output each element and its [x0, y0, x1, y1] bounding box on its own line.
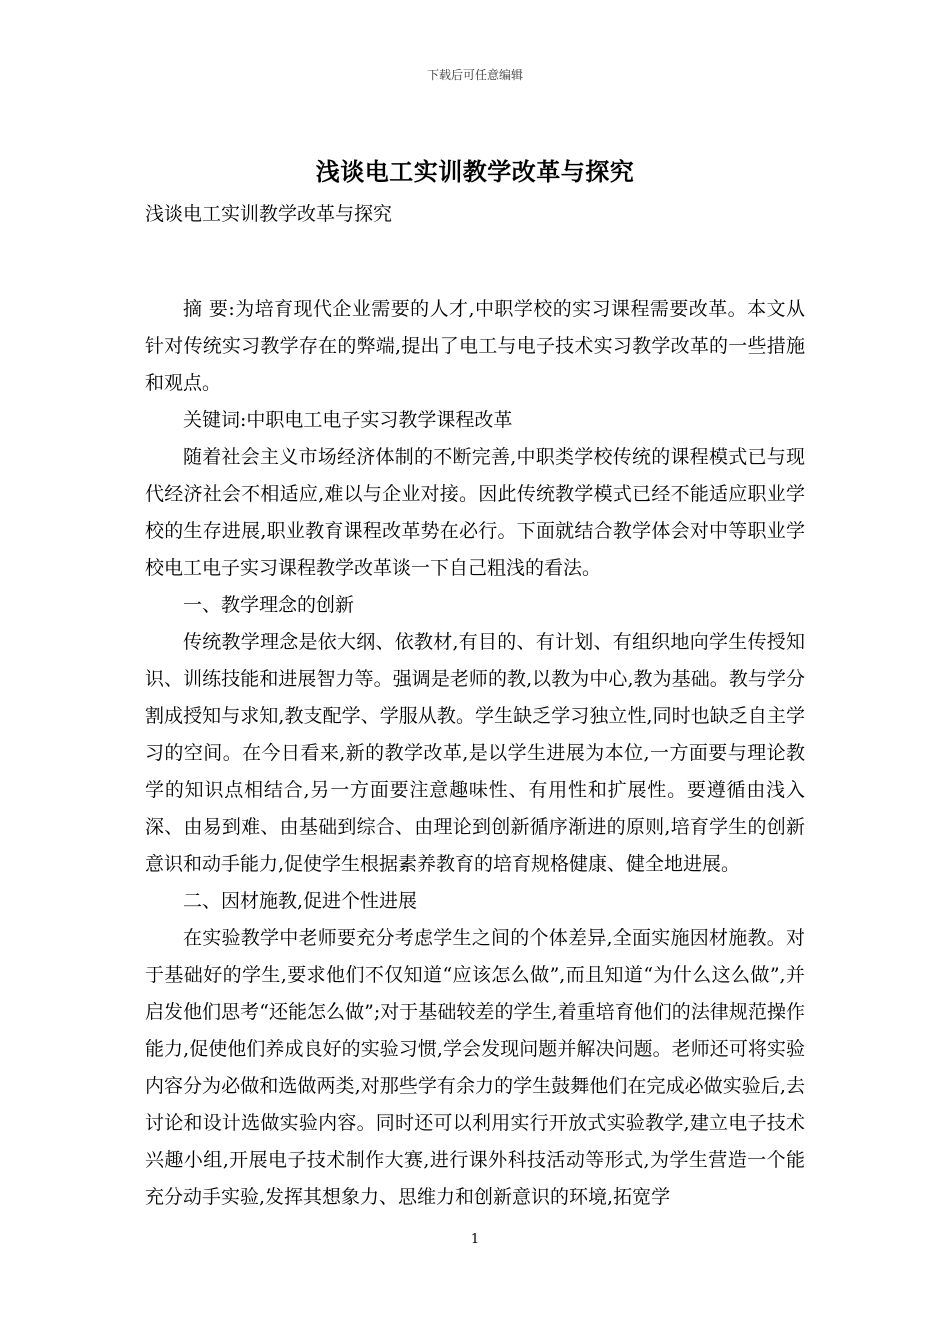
page-number: 1	[470, 1232, 480, 1247]
section-heading: 二、因材施教,促进个性进展	[183, 890, 418, 912]
header-note: 下载后可任意编辑	[426, 68, 523, 82]
body-paragraph: 随着社会主义市场经济体制的不断完善,中职类学校传统的课程模式已与现代经济社会不相适应,难以与企业对接。因此传统教学模式已经不能适应职业学校的生存进展,职业教育课程改革势在必行。下面就结合教学体会对中等职业学校电工电子实习课程教学改革谈一下自己粗浅的看法。	[145, 446, 805, 579]
document-title: 浅谈电工实训教学改革与探究	[315, 157, 635, 186]
body-paragraph: 传统教学理念是依大纲、依教材,有目的、有计划、有组织地向学生传授知识、训练技能和进展智力等。强调是老师的教,以教为中心,教为基础。教与学分割成授知与求知,教支配学、学服从教。学生缺乏学习独立性,同时也缺乏自主学习的空间。在今日看来,新的教学改革,是以学生进展为本位,一方面要与理论教学的知识点相结合,另一方面要注意趣味性、有用性和扩展性。要遵循由浅入深、由易到难、由基础到综合、由理论到创新循序渐进的原则,培育学生的创新意识和动手能力,促使学生根据素养教育的培育规格健康、健全地进展。	[145, 631, 805, 875]
section-heading: 一、教学理念的创新	[183, 594, 355, 616]
abstract-paragraph: 摘 要:为培育现代企业需要的人才,中职学校的实习课程需要改革。本文从针对传统实习教学存在的弊端,提出了电工与电子技术实习教学改革的一些措施和观点。	[145, 298, 805, 394]
body-paragraph: 在实验教学中老师要充分考虑学生之间的个体差异,全面实施因材施教。对于基础好的学生,要求他们不仅知道“应该怎么做”,而且知道“为什么这么做”,并启发他们思考“还能怎么做”;对于基础较差的学生,着重培育他们的法律规范操作能力,促使他们养成良好的实验习惯,学会发现问题并解决问题。老师还可将实验内容分为必做和选做两类,对那些学有余力的学生鼓舞他们在完成必做实验后,去讨论和设计选做实验内容。同时还可以利用实行开放式实验教学,建立电子技术兴趣小组,开展电子技术制作大赛,进行课外科技活动等形式,为学生营造一个能充分动手实验,发挥其想象力、思维力和创新意识的环境,拓宽学	[145, 927, 805, 1208]
document-subtitle: 浅谈电工实训教学改革与探究	[145, 203, 393, 225]
spacer	[145, 233, 805, 291]
keywords-paragraph: 关键词:中职电工电子实习教学课程改革	[183, 409, 513, 431]
document-body	[145, 196, 805, 1216]
